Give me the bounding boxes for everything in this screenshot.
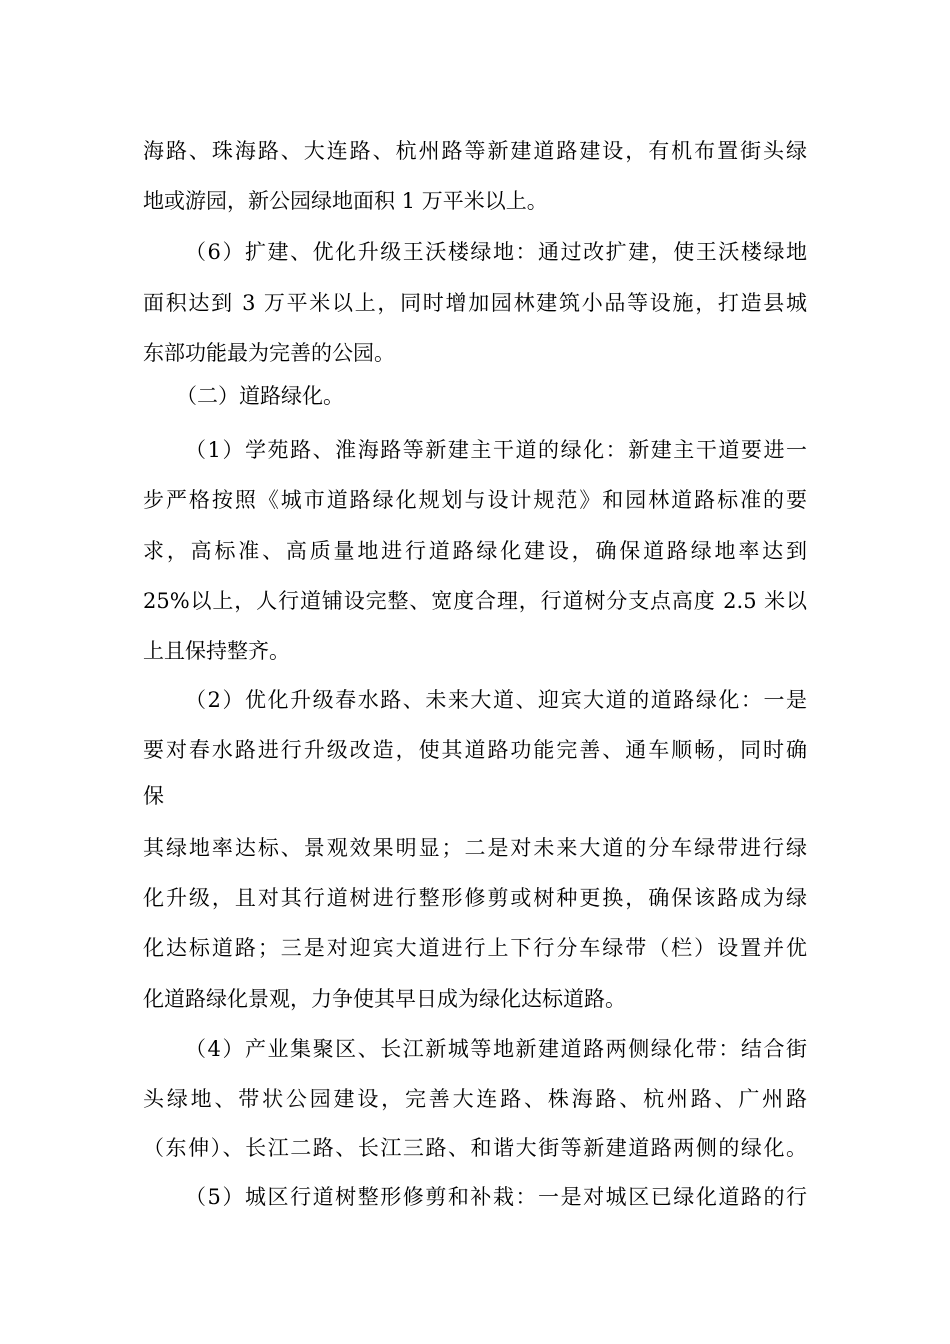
section-heading: （二）道路绿化。 [176, 384, 344, 408]
paragraph-line: （2）优化升级春水路、未来大道、迎宾大道的道路绿化：一是 [185, 688, 807, 712]
paragraph-line: 化达标道路；三是对迎宾大道进行上下行分车绿带（栏）设置并优 [143, 936, 807, 960]
paragraph-line: 上且保持整齐。 [143, 639, 290, 663]
paragraph-line: 海路、珠海路、大连路、杭州路等新建道路建设，有机布置街头绿 [143, 139, 807, 163]
paragraph-line: 求，高标准、高质量地进行道路绿化建设，确保道路绿地率达到 [143, 539, 807, 563]
paragraph-line: 化升级，且对其行道树进行整形修剪或树种更换，确保该路成为绿 [143, 886, 807, 910]
paragraph-line: 其绿地率达标、景观效果明显；二是对未来大道的分车绿带进行绿 [143, 836, 807, 860]
paragraph-line: 化道路绿化景观，力争使其早日成为绿化达标道路。 [143, 987, 626, 1011]
paragraph-line: 头绿地、带状公园建设，完善大连路、株海路、杭州路、广州路 [143, 1087, 807, 1111]
paragraph-line: （6）扩建、优化升级王沃楼绿地：通过改扩建，使王沃楼绿地 [185, 240, 807, 264]
paragraph-line: （5）城区行道树整形修剪和补栽：一是对城区已绿化道路的行 [185, 1185, 807, 1209]
paragraph-line: （东伸）、长江二路、长江三路、和谐大街等新建道路两侧的绿化。 [143, 1136, 807, 1160]
paragraph-line: 步严格按照《城市道路绿化规划与设计规范》和园林道路标准的要 [143, 488, 807, 512]
paragraph-line: 地或游园，新公园绿地面积 1 万平米以上。 [143, 189, 548, 213]
paragraph-line: 要对春水路进行升级改造，使其道路功能完善、通车顺畅，同时确 [143, 738, 807, 762]
paragraph-line: 25%以上，人行道铺设完整、宽度合理，行道树分支点高度 2.5 米以 [143, 589, 807, 613]
paragraph-line: （4）产业集聚区、长江新城等地新建道路两侧绿化带：结合街 [185, 1037, 807, 1061]
paragraph-line: （1）学苑路、淮海路等新建主干道的绿化：新建主干道要进一 [185, 438, 807, 462]
paragraph-line: 保 [143, 784, 164, 808]
paragraph-line: 东部功能最为完善的公园。 [143, 341, 395, 365]
paragraph-line: 面积达到 3 万平米以上，同时增加园林建筑小品等设施，打造县城 [143, 291, 807, 315]
